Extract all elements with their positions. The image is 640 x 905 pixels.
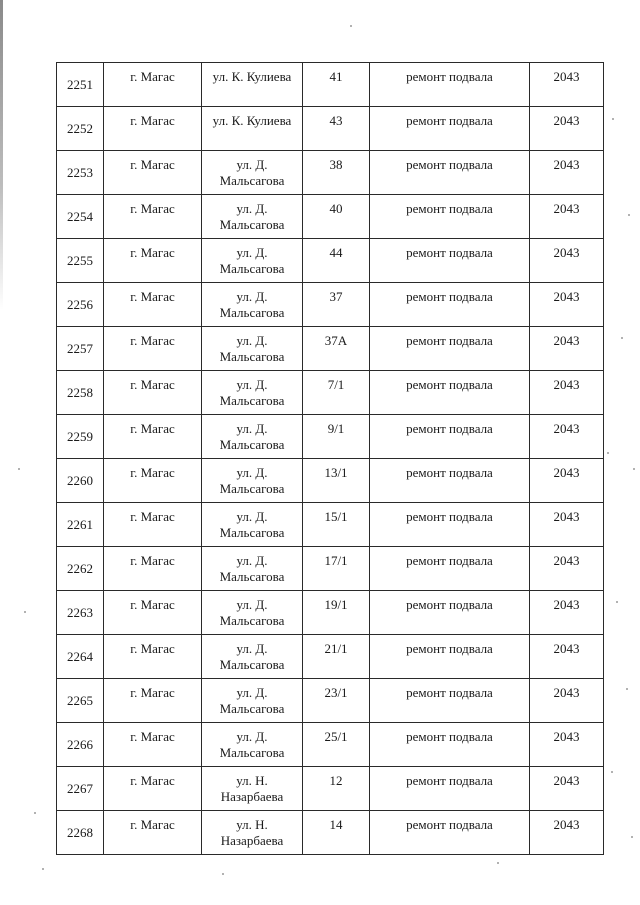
city-cell-text: г. Магас (130, 333, 175, 348)
house-number-cell (303, 283, 370, 327)
row-number (57, 151, 104, 195)
city-cell-text: г. Магас (130, 641, 175, 656)
work-type-cell (370, 767, 530, 811)
scan-speck (626, 688, 628, 690)
table-row (57, 371, 604, 415)
street-cell (202, 107, 303, 151)
work-type-cell (370, 547, 530, 591)
year-cell-text: 2043 (553, 773, 580, 788)
table-row (57, 415, 604, 459)
street-cell-text: ул. Д. Мальсагова (219, 157, 285, 188)
table-row (57, 635, 604, 679)
work-type-cell (370, 239, 530, 283)
year-cell (530, 415, 604, 459)
year-cell (530, 635, 604, 679)
work-type-cell (370, 679, 530, 723)
scan-speck (24, 611, 26, 613)
row-number-text: 2252 (67, 120, 93, 136)
row-number-text: 2266 (67, 736, 93, 752)
house-number-cell (303, 63, 370, 107)
street-cell (202, 459, 303, 503)
row-number-text: 2265 (67, 692, 93, 708)
work-type-cell-text: ремонт подвала (406, 685, 493, 700)
city-cell (104, 679, 202, 723)
row-number (57, 239, 104, 283)
city-cell (104, 283, 202, 327)
row-number (57, 723, 104, 767)
work-type-cell-text: ремонт подвала (406, 157, 493, 172)
street-cell-text: ул. Д. Мальсагова (219, 201, 285, 232)
street-cell (202, 327, 303, 371)
street-cell-text: ул. Д. Мальсагова (219, 553, 285, 584)
row-number-text: 2255 (67, 252, 93, 268)
address-table-body (57, 63, 604, 855)
city-cell-text: г. Магас (130, 509, 175, 524)
row-number-text: 2256 (67, 296, 93, 312)
year-cell (530, 591, 604, 635)
street-cell (202, 63, 303, 107)
year-cell (530, 107, 604, 151)
street-cell-text: ул. К. Кулиева (212, 69, 292, 84)
row-number-text: 2268 (67, 824, 93, 840)
row-number (57, 195, 104, 239)
year-cell-text: 2043 (553, 289, 580, 304)
year-cell (530, 811, 604, 855)
scan-speck (611, 771, 613, 773)
year-cell-text: 2043 (553, 685, 580, 700)
city-cell (104, 107, 202, 151)
row-number-text: 2258 (67, 384, 93, 400)
street-cell (202, 151, 303, 195)
street-cell-text: ул. Д. Мальсагова (219, 377, 285, 408)
city-cell-text: г. Магас (130, 729, 175, 744)
house-number-cell-text: 21/1 (324, 641, 348, 656)
year-cell-text: 2043 (553, 817, 580, 832)
table-row (57, 503, 604, 547)
work-type-cell (370, 591, 530, 635)
work-type-cell-text: ремонт подвала (406, 69, 493, 84)
row-number-text: 2251 (67, 76, 93, 92)
row-number-text: 2263 (67, 604, 93, 620)
row-number-text: 2261 (67, 516, 93, 532)
city-cell-text: г. Магас (130, 69, 175, 84)
street-cell (202, 767, 303, 811)
work-type-cell-text: ремонт подвала (406, 817, 493, 832)
scan-speck (612, 118, 614, 120)
city-cell (104, 635, 202, 679)
scan-speck (350, 25, 352, 27)
table-row (57, 195, 604, 239)
year-cell (530, 547, 604, 591)
house-number-cell (303, 107, 370, 151)
table-row (57, 327, 604, 371)
street-cell-text: ул. Д. Мальсагова (219, 245, 285, 276)
city-cell-text: г. Магас (130, 289, 175, 304)
street-cell (202, 723, 303, 767)
house-number-cell-text: 38 (329, 157, 343, 172)
row-number-text: 2264 (67, 648, 93, 664)
street-cell-text: ул. Д. Мальсагова (219, 465, 285, 496)
city-cell (104, 151, 202, 195)
work-type-cell-text: ремонт подвала (406, 641, 493, 656)
city-cell-text: г. Магас (130, 465, 175, 480)
house-number-cell-text: 19/1 (324, 597, 348, 612)
city-cell-text: г. Магас (130, 553, 175, 568)
table-row (57, 63, 604, 107)
house-number-cell-text: 43 (329, 113, 343, 128)
row-number (57, 459, 104, 503)
work-type-cell (370, 635, 530, 679)
house-number-cell-text: 14 (329, 817, 343, 832)
table-row (57, 107, 604, 151)
address-table (56, 62, 604, 855)
street-cell-text: ул. Н. Назарбаева (220, 817, 284, 848)
row-number (57, 415, 104, 459)
work-type-cell-text: ремонт подвала (406, 773, 493, 788)
city-cell (104, 371, 202, 415)
city-cell (104, 239, 202, 283)
city-cell-text: г. Магас (130, 817, 175, 832)
house-number-cell (303, 415, 370, 459)
table-row (57, 767, 604, 811)
scan-speck (631, 836, 633, 838)
house-number-cell (303, 327, 370, 371)
house-number-cell-text: 41 (329, 69, 343, 84)
house-number-cell-text: 25/1 (324, 729, 348, 744)
house-number-cell-text: 23/1 (324, 685, 348, 700)
work-type-cell (370, 63, 530, 107)
street-cell (202, 503, 303, 547)
work-type-cell (370, 415, 530, 459)
scan-speck (42, 868, 44, 870)
house-number-cell-text: 17/1 (324, 553, 348, 568)
scan-speck (34, 812, 36, 814)
year-cell (530, 151, 604, 195)
row-number (57, 107, 104, 151)
table-row (57, 591, 604, 635)
year-cell (530, 63, 604, 107)
year-cell (530, 767, 604, 811)
city-cell-text: г. Магас (130, 157, 175, 172)
year-cell-text: 2043 (553, 597, 580, 612)
work-type-cell-text: ремонт подвала (406, 465, 493, 480)
street-cell (202, 547, 303, 591)
work-type-cell-text: ремонт подвала (406, 333, 493, 348)
city-cell (104, 811, 202, 855)
house-number-cell-text: 44 (329, 245, 343, 260)
row-number-text: 2257 (67, 340, 93, 356)
work-type-cell (370, 503, 530, 547)
city-cell-text: г. Магас (130, 685, 175, 700)
work-type-cell-text: ремонт подвала (406, 245, 493, 260)
street-cell (202, 679, 303, 723)
work-type-cell (370, 283, 530, 327)
table-row (57, 459, 604, 503)
street-cell-text: ул. К. Кулиева (212, 113, 292, 128)
city-cell (104, 327, 202, 371)
city-cell (104, 503, 202, 547)
street-cell-text: ул. Д. Мальсагова (219, 729, 285, 760)
row-number (57, 327, 104, 371)
house-number-cell (303, 151, 370, 195)
row-number (57, 371, 104, 415)
scan-speck (18, 468, 20, 470)
scan-speck (607, 452, 609, 454)
house-number-cell-text: 40 (329, 201, 343, 216)
year-cell (530, 503, 604, 547)
work-type-cell-text: ремонт подвала (406, 597, 493, 612)
house-number-cell-text: 37 (329, 289, 343, 304)
city-cell-text: г. Магас (130, 113, 175, 128)
city-cell-text: г. Магас (130, 597, 175, 612)
house-number-cell (303, 679, 370, 723)
house-number-cell-text: 37А (324, 333, 348, 348)
year-cell (530, 371, 604, 415)
table-row (57, 679, 604, 723)
work-type-cell-text: ремонт подвала (406, 289, 493, 304)
work-type-cell-text: ремонт подвала (406, 729, 493, 744)
work-type-cell-text: ремонт подвала (406, 113, 493, 128)
city-cell (104, 63, 202, 107)
year-cell (530, 239, 604, 283)
year-cell-text: 2043 (553, 157, 580, 172)
street-cell (202, 195, 303, 239)
year-cell (530, 283, 604, 327)
year-cell-text: 2043 (553, 69, 580, 84)
table-row (57, 723, 604, 767)
city-cell (104, 591, 202, 635)
city-cell (104, 767, 202, 811)
year-cell (530, 723, 604, 767)
street-cell (202, 239, 303, 283)
house-number-cell (303, 195, 370, 239)
row-number-text: 2253 (67, 164, 93, 180)
street-cell-text: ул. Д. Мальсагова (219, 597, 285, 628)
city-cell (104, 547, 202, 591)
table-row (57, 239, 604, 283)
row-number-text: 2260 (67, 472, 93, 488)
street-cell-text: ул. Н. Назарбаева (220, 773, 284, 804)
work-type-cell (370, 195, 530, 239)
city-cell (104, 415, 202, 459)
year-cell-text: 2043 (553, 421, 580, 436)
year-cell-text: 2043 (553, 465, 580, 480)
year-cell-text: 2043 (553, 333, 580, 348)
work-type-cell (370, 327, 530, 371)
city-cell (104, 459, 202, 503)
year-cell (530, 327, 604, 371)
work-type-cell (370, 371, 530, 415)
house-number-cell-text: 12 (329, 773, 343, 788)
year-cell-text: 2043 (553, 377, 580, 392)
street-cell (202, 591, 303, 635)
row-number-text: 2259 (67, 428, 93, 444)
house-number-cell (303, 503, 370, 547)
house-number-cell (303, 723, 370, 767)
house-number-cell (303, 591, 370, 635)
scan-speck (222, 873, 224, 875)
row-number (57, 591, 104, 635)
street-cell-text: ул. Д. Мальсагова (219, 685, 285, 716)
row-number (57, 767, 104, 811)
house-number-cell (303, 547, 370, 591)
house-number-cell (303, 635, 370, 679)
table-row (57, 547, 604, 591)
row-number (57, 811, 104, 855)
row-number-text: 2254 (67, 208, 93, 224)
street-cell-text: ул. Д. Мальсагова (219, 421, 285, 452)
house-number-cell-text: 15/1 (324, 509, 348, 524)
year-cell-text: 2043 (553, 729, 580, 744)
city-cell-text: г. Магас (130, 421, 175, 436)
city-cell-text: г. Магас (130, 773, 175, 788)
city-cell (104, 723, 202, 767)
house-number-cell (303, 811, 370, 855)
house-number-cell (303, 459, 370, 503)
year-cell (530, 195, 604, 239)
table-row (57, 811, 604, 855)
row-number-text: 2267 (67, 780, 93, 796)
street-cell-text: ул. Д. Мальсагова (219, 289, 285, 320)
row-number (57, 679, 104, 723)
street-cell (202, 283, 303, 327)
city-cell (104, 195, 202, 239)
work-type-cell (370, 107, 530, 151)
house-number-cell-text: 13/1 (324, 465, 348, 480)
house-number-cell-text: 7/1 (327, 377, 345, 392)
work-type-cell-text: ремонт подвала (406, 421, 493, 436)
table-row (57, 151, 604, 195)
street-cell (202, 371, 303, 415)
year-cell-text: 2043 (553, 553, 580, 568)
table-row (57, 283, 604, 327)
work-type-cell-text: ремонт подвала (406, 201, 493, 216)
scan-speck (633, 468, 635, 470)
year-cell-text: 2043 (553, 245, 580, 260)
year-cell-text: 2043 (553, 201, 580, 216)
city-cell-text: г. Магас (130, 377, 175, 392)
work-type-cell-text: ремонт подвала (406, 509, 493, 524)
city-cell-text: г. Магас (130, 245, 175, 260)
row-number (57, 503, 104, 547)
street-cell (202, 811, 303, 855)
year-cell (530, 459, 604, 503)
city-cell-text: г. Магас (130, 201, 175, 216)
work-type-cell-text: ремонт подвала (406, 377, 493, 392)
house-number-cell (303, 767, 370, 811)
house-number-cell (303, 239, 370, 283)
work-type-cell (370, 723, 530, 767)
scan-edge-shadow (0, 0, 3, 310)
street-cell-text: ул. Д. Мальсагова (219, 509, 285, 540)
street-cell (202, 415, 303, 459)
year-cell-text: 2043 (553, 113, 580, 128)
scan-speck (621, 337, 623, 339)
scan-speck (628, 214, 630, 216)
year-cell-text: 2043 (553, 509, 580, 524)
row-number (57, 283, 104, 327)
scan-speck (497, 862, 499, 864)
house-number-cell (303, 371, 370, 415)
work-type-cell-text: ремонт подвала (406, 553, 493, 568)
work-type-cell (370, 459, 530, 503)
row-number (57, 547, 104, 591)
row-number (57, 63, 104, 107)
house-number-cell-text: 9/1 (327, 421, 345, 436)
work-type-cell (370, 811, 530, 855)
street-cell-text: ул. Д. Мальсагова (219, 333, 285, 364)
row-number (57, 635, 104, 679)
work-type-cell (370, 151, 530, 195)
year-cell (530, 679, 604, 723)
street-cell (202, 635, 303, 679)
row-number-text: 2262 (67, 560, 93, 576)
street-cell-text: ул. Д. Мальсагова (219, 641, 285, 672)
year-cell-text: 2043 (553, 641, 580, 656)
scan-speck (616, 601, 618, 603)
